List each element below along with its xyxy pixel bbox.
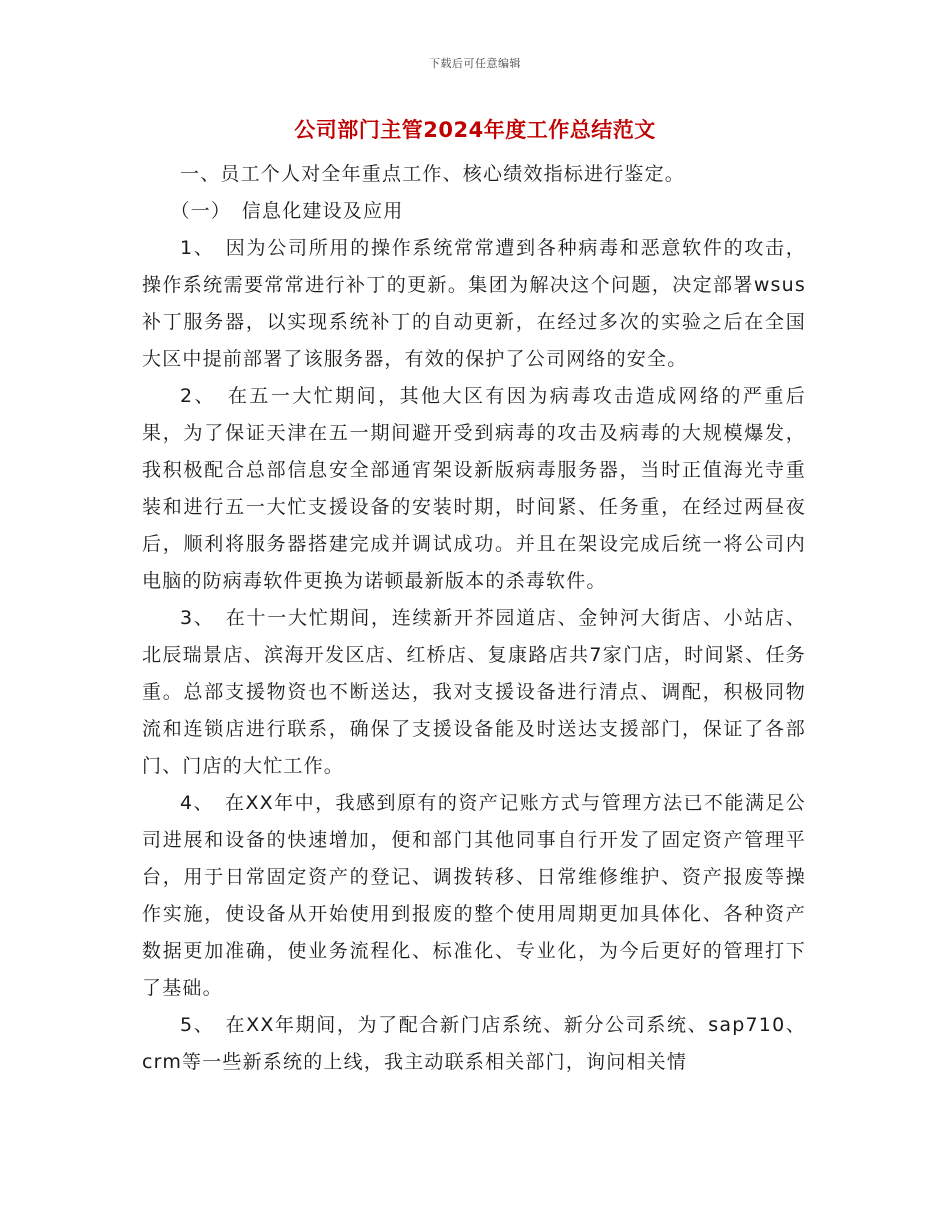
- paragraph-item-4: 4、 在XX年中，我感到原有的资产记账方式与管理方法已不能满足公司进展和设备的快速增加，便和部门其他同事自行开发了固定资产管理平台，用于日常固定资产的登记、调拨转移、日常维修维护、资产报废等操作实施，使设备从开始使用到报废的整个使用周期更加具体化、各种资产数据更加准确，使业务流程化、标准化、专业化，为今后更好的管理打下了基础。: [142, 792, 806, 999]
- paragraph-item-5: 5、 在XX年期间，为了配合新门店系统、新分公司系统、sap710、crm等一些新系统的上线，我主动联系相关部门，询问相关情: [142, 1014, 806, 1073]
- paragraph-item-3: 3、 在十一大忙期间，连续新开芥园道店、金钟河大街店、小站店、北辰瑞景店、滨海开发区店、红桥店、复康路店共7家门店，时间紧、任务重。总部支援物资也不断送达，我对支援设备进行清点、调配，积极同物流和连锁店进行联系，确保了支援设备能及时送达支援部门，保证了各部门、门店的大忙工作。: [142, 607, 806, 777]
- header-note: 下载后可任意编辑: [429, 57, 521, 70]
- document-body: [142, 156, 806, 1081]
- subsection-heading: （一） 信息化建设及应用: [170, 200, 404, 222]
- section-heading: 一、员工个人对全年重点工作、核心绩效指标进行鉴定。: [180, 163, 686, 185]
- paragraph-item-1: 1、 因为公司所用的操作系统常常遭到各种病毒和恶意软件的攻击，操作系统需要常常进行补丁的更新。集团为解决这个问题，决定部署wsus补丁服务器，以实现系统补丁的自动更新，在经过多次的实验之后在全国大区中提前部署了该服务器，有效的保护了公司网络的安全。: [142, 237, 806, 370]
- paragraph-item-2: 2、 在五一大忙期间，其他大区有因为病毒攻击造成网络的严重后果，为了保证天津在五一期间避开受到病毒的攻击及病毒的大规模爆发，我积极配合总部信息安全部通宵架设新版病毒服务器，当时正值海光寺重装和进行五一大忙支援设备的安装时期，时间紧、任务重，在经过两昼夜后，顺利将服务器搭建完成并调试成功。并且在架设完成后统一将公司内电脑的防病毒软件更换为诺顿最新版本的杀毒软件。: [142, 385, 806, 592]
- document-title: 公司部门主管2024年度工作总结范文: [294, 118, 656, 142]
